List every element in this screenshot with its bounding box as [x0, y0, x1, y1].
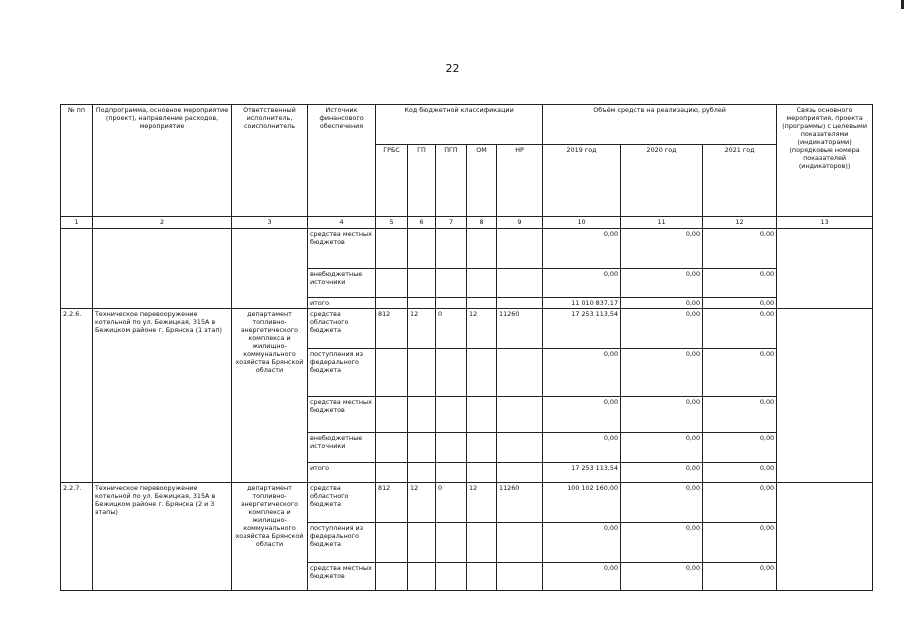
- code-nr: 11260: [497, 309, 543, 349]
- source-cell: средства областного бюджета: [308, 483, 376, 523]
- cell-empty: [777, 483, 873, 591]
- value-2019: 17 253 113,54: [543, 463, 621, 483]
- value-2020: 0,00: [621, 298, 703, 309]
- value-2021: 0,00: [703, 269, 777, 298]
- edge-mark: [901, 0, 904, 9]
- item-name: Техническое перевооружение котельной по ул. Бежицкая, 315А в Бежицком районе г. Брянска (2 и 3 этапы): [93, 483, 232, 591]
- source-cell: средства областного бюджета: [308, 309, 376, 349]
- header-num: № пп: [61, 105, 93, 217]
- item-responsible: департамент топливно-энергетического комплекса и жилищно-коммунального хозяйства Брянской области: [232, 483, 308, 591]
- value-2021: 0,00: [703, 229, 777, 269]
- value-2019: 0,00: [543, 433, 621, 463]
- table-row: [61, 483, 873, 523]
- value-2020: 0,00: [621, 433, 703, 463]
- value-2020: 0,00: [621, 397, 703, 433]
- code-pgp: 0: [436, 309, 467, 349]
- header-pgp: ПГП: [436, 145, 467, 217]
- header-gp: ГП: [408, 145, 436, 217]
- item-name: Техническое перевооружение котельной по ул. Бежицкая, 315А в Бежицком районе г. Брянска (1 этап): [93, 309, 232, 483]
- column-number: 11: [621, 217, 703, 229]
- code-pgp: 0: [436, 483, 467, 523]
- header-om: ОМ: [467, 145, 497, 217]
- source-cell: внебюджетные источники: [308, 433, 376, 463]
- column-number: 4: [308, 217, 376, 229]
- source-cell: итого: [308, 298, 376, 309]
- header-2019: 2019 год: [543, 145, 621, 217]
- source-cell: внебюджетные источники: [308, 269, 376, 298]
- cell-empty: [777, 229, 873, 309]
- column-number: 2: [93, 217, 232, 229]
- header-responsible: Ответственный исполнитель, соисполнитель: [232, 105, 308, 217]
- header-2020: 2020 год: [621, 145, 703, 217]
- cell-empty: [61, 229, 93, 309]
- value-2020: 0,00: [621, 463, 703, 483]
- item-responsible: департамент топливно-энергетического комплекса и жилищно-коммунального хозяйства Брянской области: [232, 309, 308, 483]
- column-number: 8: [467, 217, 497, 229]
- source-cell: итого: [308, 463, 376, 483]
- header-volume: Объём средств на реализацию, рублей: [543, 105, 777, 145]
- code-gp: 12: [408, 483, 436, 523]
- cell-empty: [777, 309, 873, 483]
- budget-table: [60, 104, 873, 591]
- value-2019: 0,00: [543, 349, 621, 397]
- source-cell: поступления из федерального бюджета: [308, 349, 376, 397]
- table-row: [61, 229, 873, 269]
- code-om: 12: [467, 309, 497, 349]
- header-2021: 2021 год: [703, 145, 777, 217]
- item-number: 2.2.6.: [61, 309, 93, 483]
- source-cell: поступления из федерального бюджета: [308, 523, 376, 563]
- header-grbs: ГРБС: [376, 145, 408, 217]
- column-number: 9: [497, 217, 543, 229]
- value-2021: 0,00: [703, 397, 777, 433]
- value-2020: 0,00: [621, 349, 703, 397]
- cell-empty: [232, 229, 308, 309]
- item-number: 2.2.7.: [61, 483, 93, 591]
- source-cell: средства местных бюджетов: [308, 397, 376, 433]
- value-2020: 0,00: [621, 229, 703, 269]
- value-2020: 0,00: [621, 309, 703, 349]
- column-number: 5: [376, 217, 408, 229]
- source-cell: средства местных бюджетов: [308, 563, 376, 591]
- value-2021: 0,00: [703, 463, 777, 483]
- value-2020: 0,00: [621, 563, 703, 591]
- value-2020: 0,00: [621, 523, 703, 563]
- header-row-1: [61, 105, 873, 145]
- header-program: Подпрограмма, основное мероприятие (проект), направление расходов, мероприятие: [93, 105, 232, 217]
- value-2019: 17 253 113,54: [543, 309, 621, 349]
- value-2019: 0,00: [543, 563, 621, 591]
- header-source: Источник финансового обеспечения: [308, 105, 376, 217]
- column-number: 12: [703, 217, 777, 229]
- value-2019: 11 010 837,17: [543, 298, 621, 309]
- page-number: 22: [445, 62, 460, 75]
- header-link: Связь основного мероприятия, проекта (программы) с целевыми показателями (индикаторами) (порядковые номера показателей (индикаторов)): [777, 105, 873, 217]
- value-2021: 0,00: [703, 309, 777, 349]
- column-number: 3: [232, 217, 308, 229]
- code-grbs: 812: [376, 483, 408, 523]
- code-gp: 12: [408, 309, 436, 349]
- value-2021: 0,00: [703, 298, 777, 309]
- value-2019: 0,00: [543, 229, 621, 269]
- code-nr: 11260: [497, 483, 543, 523]
- cell-empty: [93, 229, 232, 309]
- value-2019: 0,00: [543, 269, 621, 298]
- column-number: 1: [61, 217, 93, 229]
- column-number: 6: [408, 217, 436, 229]
- value-2019: 100 102 160,00: [543, 483, 621, 523]
- code-om: 12: [467, 483, 497, 523]
- value-2021: 0,00: [703, 433, 777, 463]
- column-number: 13: [777, 217, 873, 229]
- value-2020: 0,00: [621, 483, 703, 523]
- value-2020: 0,00: [621, 269, 703, 298]
- code-grbs: 812: [376, 309, 408, 349]
- column-number: 10: [543, 217, 621, 229]
- column-numbers-row: [61, 217, 873, 229]
- value-2021: 0,00: [703, 483, 777, 523]
- value-2019: 0,00: [543, 397, 621, 433]
- value-2019: 0,00: [543, 523, 621, 563]
- header-nr: НР: [497, 145, 543, 217]
- source-cell: средства местных бюджетов: [308, 229, 376, 269]
- table-row: [61, 309, 873, 349]
- value-2021: 0,00: [703, 523, 777, 563]
- value-2021: 0,00: [703, 563, 777, 591]
- column-number: 7: [436, 217, 467, 229]
- value-2021: 0,00: [703, 349, 777, 397]
- header-budget-code: Код бюджетной классификации: [376, 105, 543, 145]
